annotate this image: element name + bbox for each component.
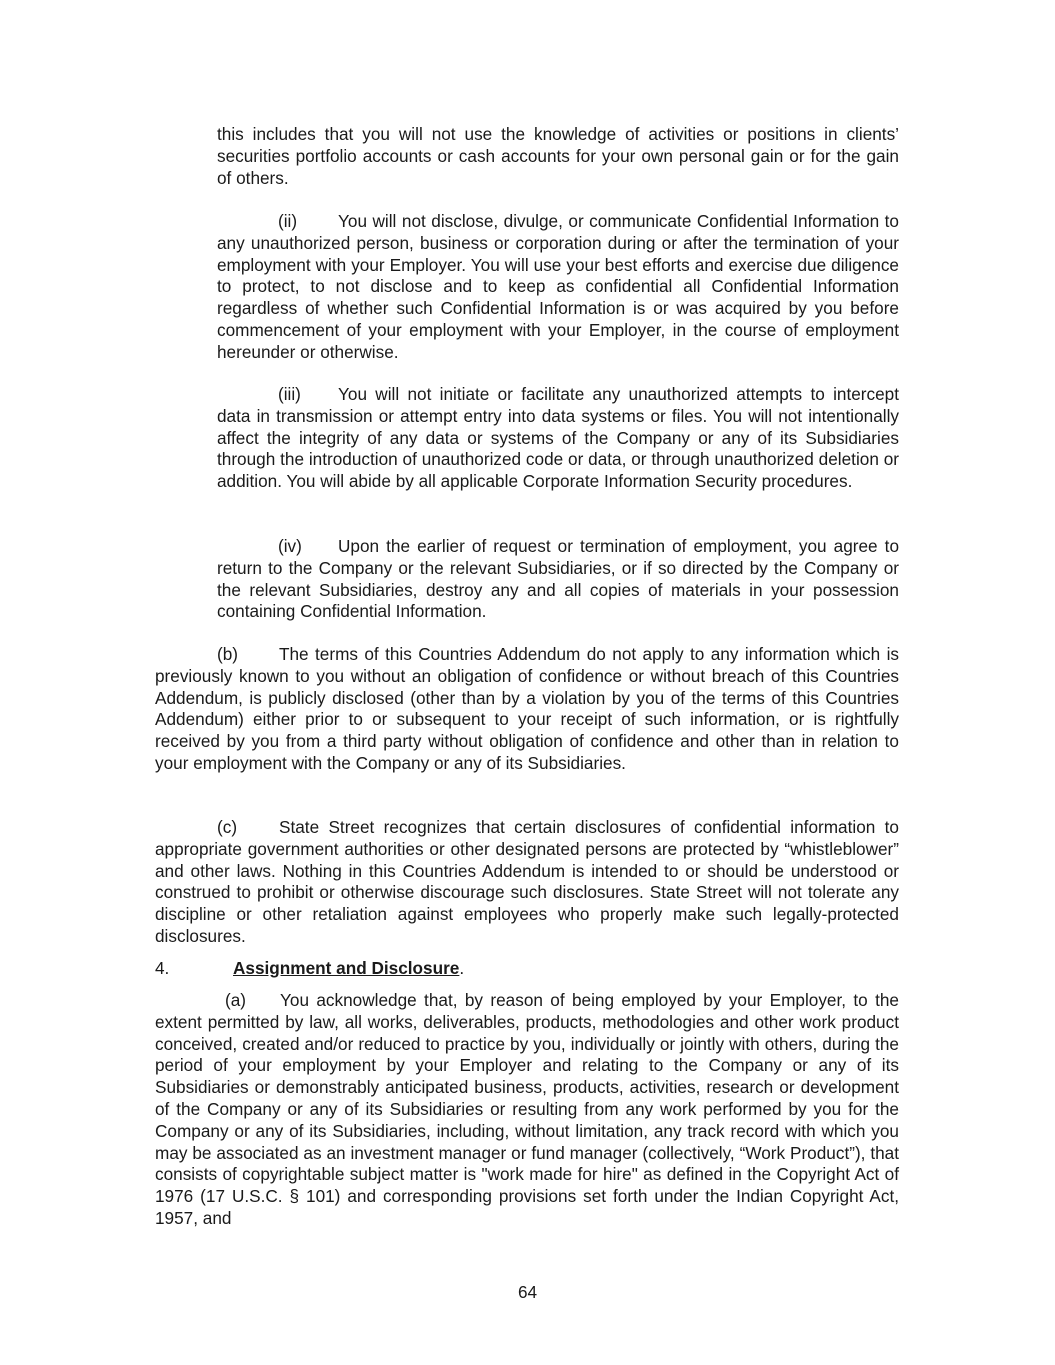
paragraph-b — [155, 644, 899, 775]
section-title: Assignment and Disclosure — [233, 958, 460, 978]
paragraph-text: You will not initiate or facilitate any unauthorized attempts to intercept data in transmission or attempt entry into data systems or files. You will not intentionally affect the integrity of any data or systems of the Company or any of its Subsidiaries through the introduction of unauthorized code or data, or through unauthorized deletion or addition. You will abide by all applicable Corporate Information Security procedures. — [217, 384, 899, 492]
paragraph-label: (iv) — [278, 536, 302, 556]
paragraph-c — [155, 817, 899, 948]
paragraph-iii — [217, 384, 899, 493]
page-number: 64 — [517, 1282, 538, 1302]
section-number: 4. — [155, 958, 170, 978]
paragraph-label: (ii) — [278, 211, 298, 231]
paragraph-label: (c) — [217, 817, 238, 837]
paragraph-iv — [217, 536, 899, 623]
paragraph-ii — [217, 211, 899, 364]
paragraph-text: The terms of this Countries Addendum do not apply to any information which is previously known to you without an obligation of confidence or without breach of this Countries Addendum, is publicly disclosed (other than by a violation by you of the terms of this Countries Addendum) either prior to or subsequent to your receipt of such information, or is rightfully received by you from a third party without obligation of confidence and other than in relation to your employment with the Company or any of its Subsidiaries. — [155, 644, 899, 773]
section-heading — [155, 958, 464, 980]
paragraph-label: (iii) — [278, 384, 301, 404]
paragraph-label: (b) — [217, 644, 239, 664]
paragraph-continuation: this includes that you will not use the knowledge of activities or positions in clients’ securities portfolio accounts or cash accounts for your own personal gain or for the gain of others. — [217, 124, 899, 188]
paragraph-text: State Street recognizes that certain disclosures of confidential information to appropriate government authorities or other designated persons are protected by “whistleblower” and other laws. Nothing in this Countries Addendum is intended to or should be understood or construed to prohibit or otherwise discourage such disclosures. State Street will not tolerate any discipline or other retaliation against employees who properly make such legally-protected disclosures. — [155, 817, 899, 946]
paragraph-4a — [155, 990, 899, 1230]
paragraph-text: You will not disclose, divulge, or communicate Confidential Information to any unauthorized person, business or corporation during or after the termination of your employment with your Employer. You will use your best efforts and exercise due diligence to protect, to not disclose and to keep as confidential all Confidential Information regardless of whether such Confidential Information is or was acquired by you before commencement of your employment with your Employer, in the course of employment hereunder or otherwise. — [217, 211, 899, 362]
paragraph-label: (a) — [225, 990, 247, 1010]
section-title-period: . — [459, 958, 465, 978]
paragraph-text: You acknowledge that, by reason of being employed by your Employer, to the extent permitted by law, all works, deliverables, products, methodologies and other work product conceived, created and/or reduced to practice by you, individually or jointly with others, during the period of your employment by your Employer and relating to the Company or any of its Subsidiaries or demonstrably anticipated business, products, activities, research or development of the Company or any of its Subsidiaries or resulting from any work performed by you for the Company or any of its Subsidiaries, including, without limitation, any track record with which you may be associated as an investment manager or fund manager (collectively, “Work Product”), that consists of copyrightable subject matter is "work made for hire" as defined in the Copyright Act of 1976 (17 U.S.C. § 101) and corresponding provisions set forth under the Indian Copyright Act, 1957, and — [155, 990, 899, 1228]
paragraph-text: Upon the earlier of request or termination of employment, you agree to return to the Company or the relevant Subsidiaries, or if so directed by the Company or the relevant Subsidiaries, destroy any and all copies of materials in your possession containing Confidential Information. — [217, 536, 899, 622]
